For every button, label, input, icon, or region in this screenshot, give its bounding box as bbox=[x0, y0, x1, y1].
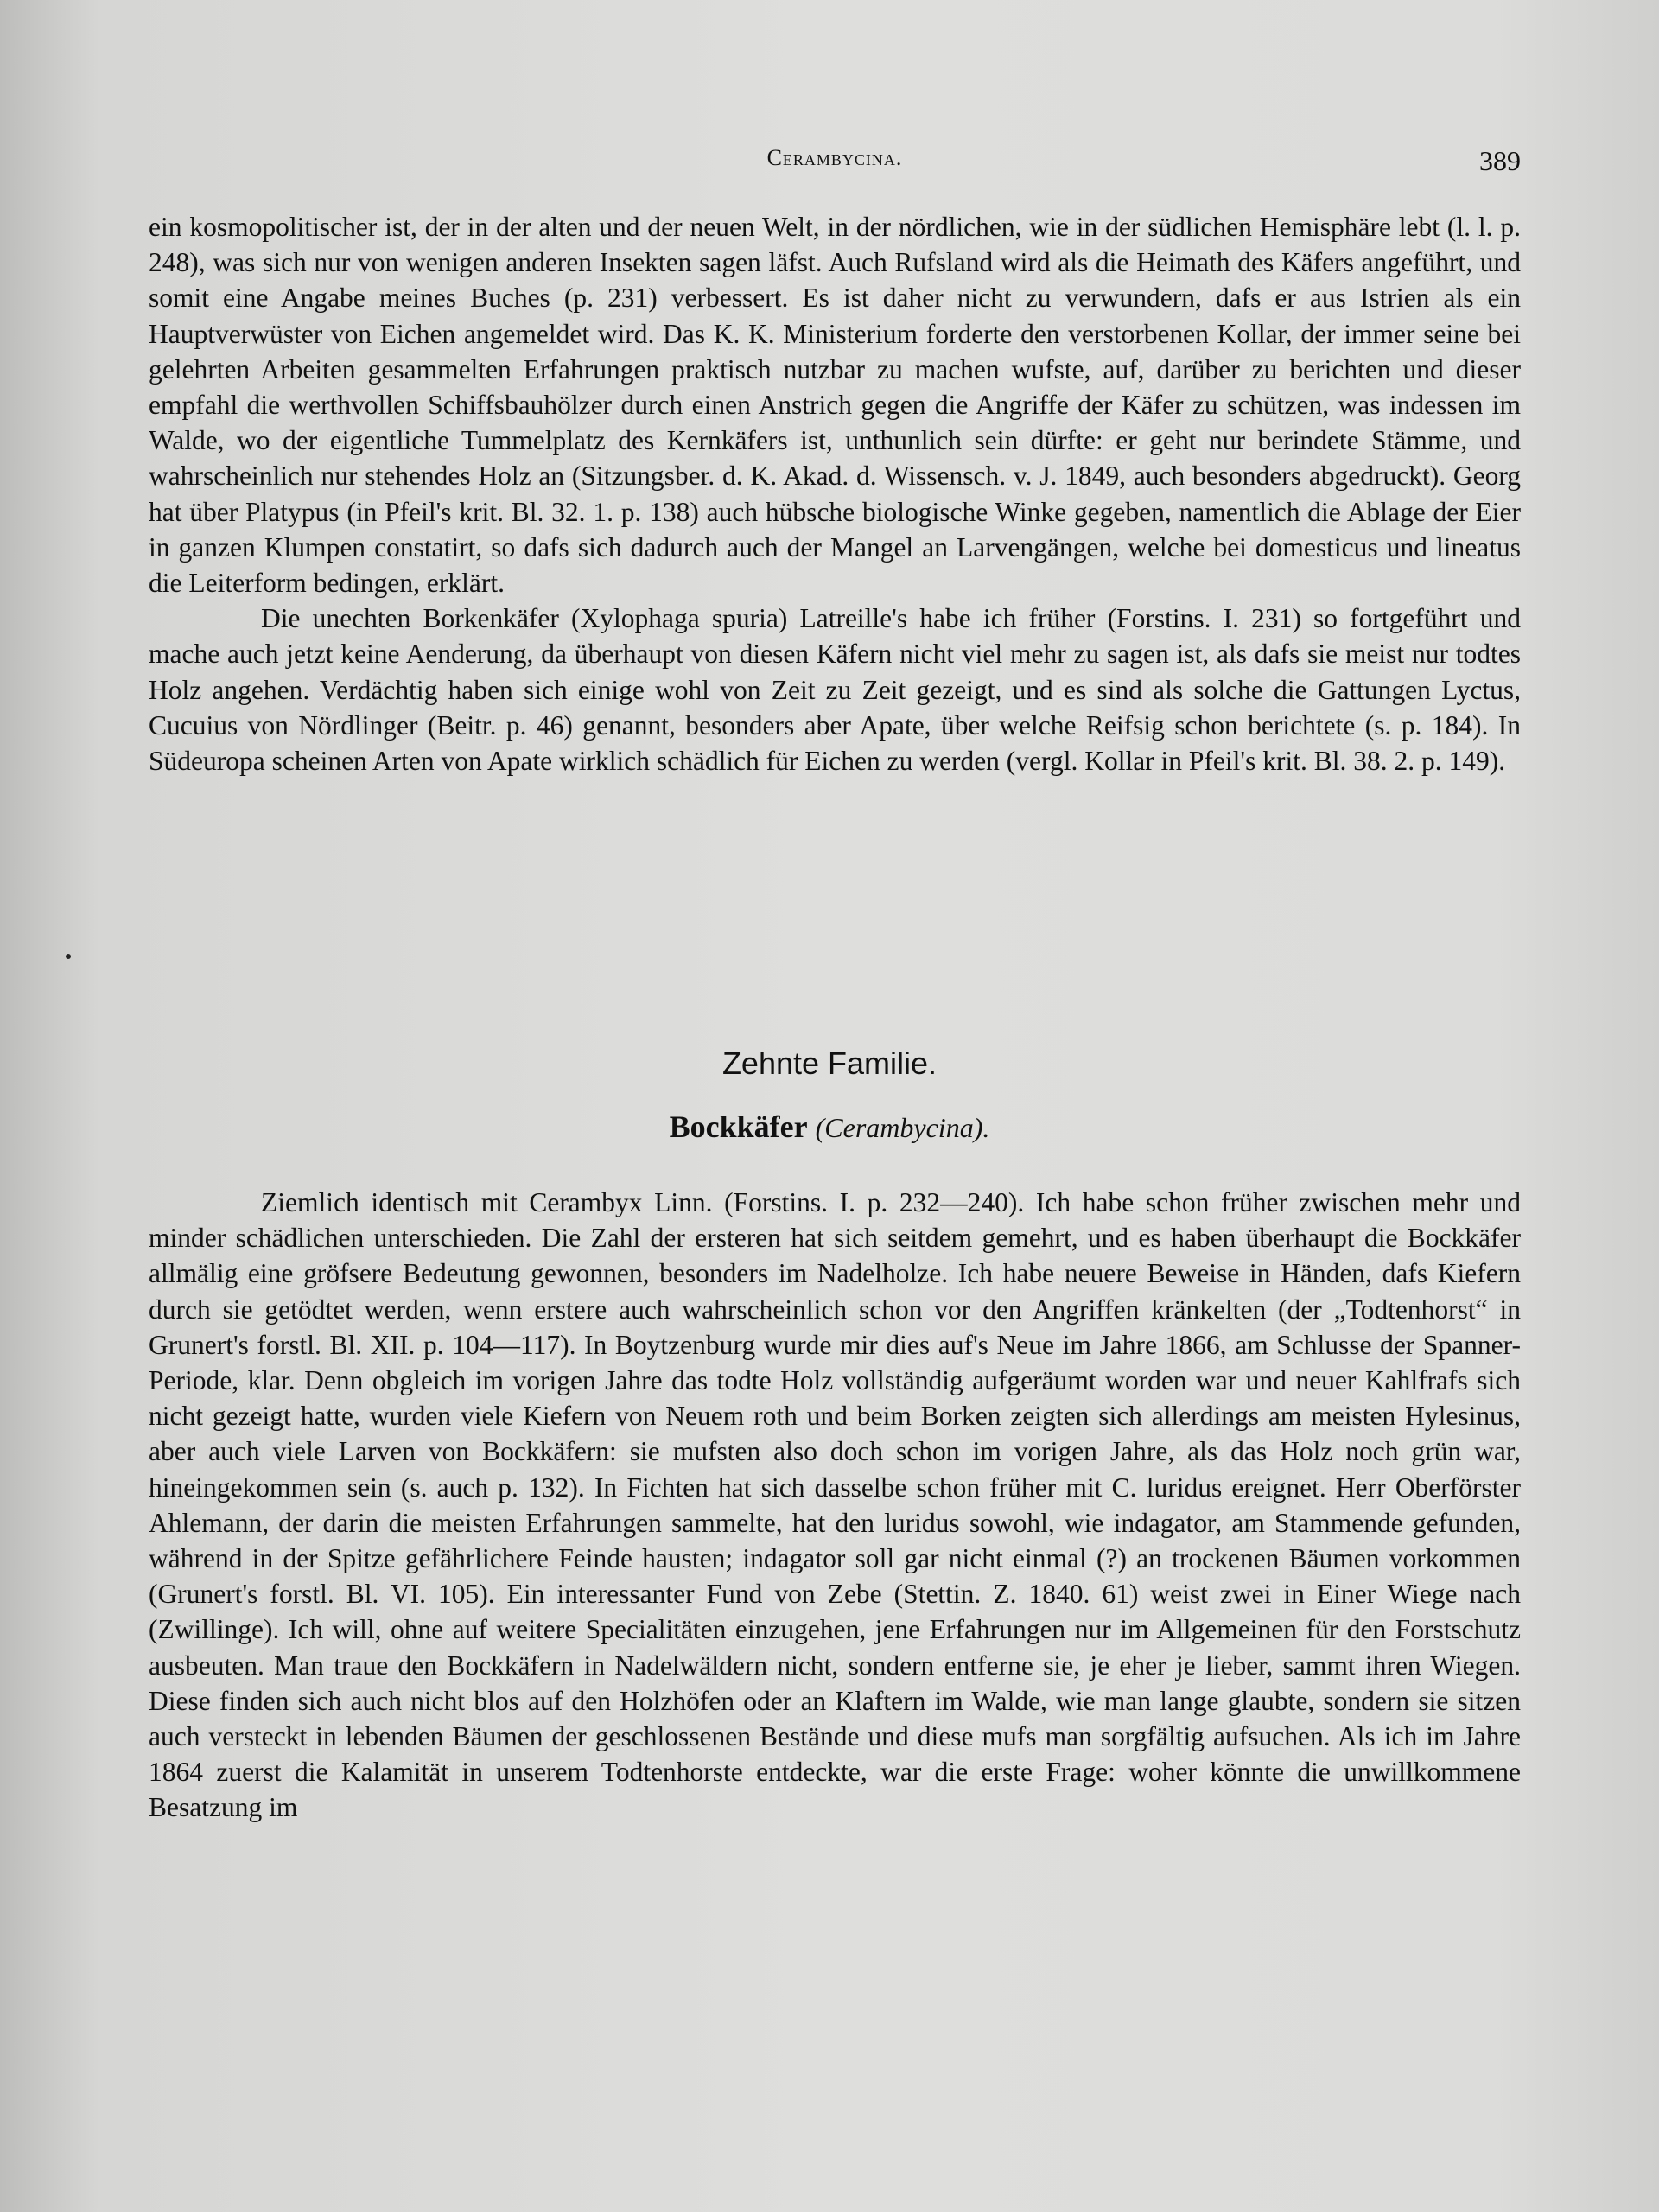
family-heading: Zehnte Familie. bbox=[721, 1046, 938, 1081]
running-title: Cerambycina. bbox=[766, 145, 903, 170]
paragraph-bockkaefer: Ziemlich identisch mit Cerambyx Linn. (Forstins. I. p. 232—240). Ich habe schon früher zwischen mehr und minder schädlichen unterschieden. Die Zahl der ersteren hat sich seitdem gemehrt, und es haben überhaupt die Bockkäfer allmälig eine gröfsere Bedeutung gewonnen, besonders im Nadelholze. Ich habe neuere Beweise in Händen, dafs Kiefern durch sie getödtet werden, wenn erstere auch wahrscheinlich schon vor den Angriffen kränkelten (der „Todtenhorst“ in Grunert's forstl. Bl. XII. p. 104—117). In Boytzenburg wurde mir dies auf's Neue im Jahre 1866, am Schlusse der Spanner-Periode, klar. Denn obgleich im vorigen Jahre das todte Holz vollständig aufgeräumt worden war und neuer Kahlfrafs sich nicht gezeigt hatte, wurden viele Kiefern von Neuem roth und beim Borken zeigten sich allerdings am meisten Hylesinus, aber auch viele Larven von Bockkäfern: sie mufsten also doch schon im vorigen Jahre, als das Holz noch grün war, hineingekommen sein (s. auch p. 132). In Fichten hat sich dasselbe schon früher mit C. luridus ereignet. Herr Oberförster Ahlemann, der darin die meisten Erfahrungen sammelte, hat den luridus sowohl, wie indagator, am Stammende gefunden, während in der Spitze gefährlichere Feinde hausten; indagator soll gar nicht einmal (?) an trockenen Bäumen vorkommen (Grunert's forstl. Bl. VI. 105). Ein interessanter Fund von Zebe (Stettin. Z. 1840. 61) weist zwei in Einer Wiege nach (Zwillinge). Ich will, ohne auf weitere Specialitäten einzugehen, jene Erfahrungen nur im Allgemeinen für den Forstschutz ausbeuten. Man traue den Bockkäfern in Nadelwäldern nicht, sondern entferne sie, je eher je lieber, sammt ihren Wiegen. Diese finden sich auch nicht blos auf den Holzhöfen oder an Klaftern im Walde, wie man lange glaubte, sondern sie sitzen auch versteckt in lebenden Bäumen der geschlossenen Bestände und diese mufs man sorgfältig aufsuchen. Als ich im Jahre 1864 zuerst die Kalamität in unserem Todtenhorste entdeckte, war die erste Frage: woher könnte die unwillkommene Besatzung im bbox=[149, 1187, 1521, 1823]
paragraph-borkenkaefer: Die unechten Borkenkäfer (Xylophaga spuria) Latreille's habe ich früher (Forstins. I. 231) so fortgeführt und mache auch jetzt keine Aenderung, da überhaupt von diesen Käfern nicht viel mehr zu sagen ist, als dafs sie meist nur todtes Holz angehen. Verdächtig haben sich einige wohl von Zeit zu Zeit gezeigt, und es sind als solche die Gattungen Lyctus, Cucuius von Nördlinger (Beitr. p. 46) genannt, besonders aber Apate, über welche Reifsig schon berichtete (s. p. 184). In Südeuropa scheinen Arten von Apate wirklich schädlich für Eichen zu werden (vergl. Kollar in Pfeil's krit. Bl. 38. 2. p. 149). bbox=[149, 603, 1521, 777]
top-text-block bbox=[149, 209, 1521, 779]
section-heading bbox=[0, 1109, 1659, 1145]
section-heading-latin: (Cerambycina). bbox=[815, 1112, 990, 1143]
ink-speck bbox=[66, 954, 71, 959]
bottom-text-block bbox=[149, 1185, 1521, 1826]
running-header bbox=[149, 145, 1521, 180]
paragraph-continuation: ein kosmopolitischer ist, der in der alten und der neuen Welt, in der nördlichen, wie in der südlichen Hemisphäre lebt (l. l. p. 248), was sich nur von wenigen anderen Insekten sagen läfst. Auch Rufsland wird als die Heimath des Käfers angeführt, und somit eine Angabe meines Buches (p. 231) verbessert. Es ist daher nicht zu verwundern, dafs er aus Istrien als ein Hauptverwüster von Eichen angemeldet wird. Das K. K. Ministerium forderte den verstorbenen Kollar, der immer seine bei gelehrten Arbeiten gesammelten Erfahrungen praktisch nutzbar zu machen wufste, auf, darüber zu berichten und dieser empfahl die werthvollen Schiffsbauhölzer durch einen Anstrich gegen die Angriffe der Käfer zu schützen, was indessen im Walde, wo der eigentliche Tummelplatz des Kernkäfers ist, unthunlich sein dürfte: er geht nur berindete Stämme, und wahrscheinlich nur stehendes Holz an (Sitzungsber. d. K. Akad. d. Wissensch. v. J. 1849, auch besonders abgedruckt). Georg hat über Platypus (in Pfeil's krit. Bl. 32. 1. p. 138) auch hübsche biologische Winke gegeben, namentlich die Ablage der Eier in ganzen Klumpen constatirt, so dafs sich dadurch auch der Mangel an Larvengängen, welche bei domesticus und lineatus die Leiterform bedingen, erklärt. bbox=[149, 212, 1521, 599]
section-heading-title: Bockkäfer bbox=[669, 1109, 808, 1144]
page-number: 389 bbox=[1479, 145, 1521, 176]
